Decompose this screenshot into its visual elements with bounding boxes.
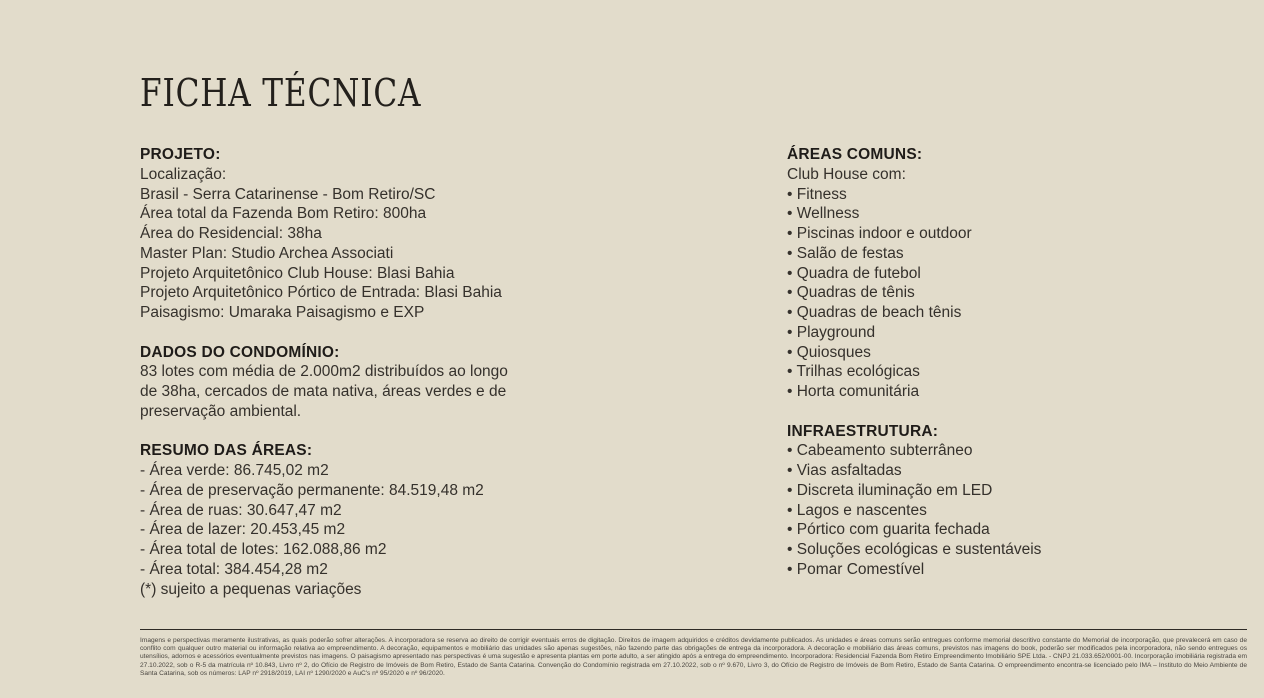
infraestrutura-item: • Discreta iluminação em LED [787, 481, 993, 499]
resumo-line: - Área de lazer: 20.453,45 m2 [140, 521, 346, 539]
infraestrutura-heading: INFRAESTRUTURA: [787, 422, 939, 440]
infraestrutura-item: • Lagos e nascentes [787, 501, 927, 519]
areas-comuns-section [787, 145, 1207, 402]
page-title: FICHA TÉCNICA [140, 71, 422, 115]
projeto-line: Localização: [140, 165, 227, 183]
resumo-line: - Área verde: 86.745,02 m2 [140, 462, 329, 479]
areas-comuns-heading: ÁREAS COMUNS: [787, 146, 923, 163]
projeto-line: Master Plan: Studio Archea Associati [140, 244, 394, 262]
condominio-line: 83 lotes com média de 2.000m2 distribuídos ao longo [140, 363, 508, 381]
condominio-line: de 38ha, cercados de mata nativa, áreas verdes e de [140, 383, 507, 400]
infraestrutura-item: • Pomar Comestível [787, 560, 925, 578]
resumo-note: (*) sujeito a pequenas variações [140, 580, 362, 598]
resumo-line: - Área de preservação permanente: 84.519,48 m2 [140, 481, 484, 499]
projeto-line: Paisagismo: Umaraka Paisagismo e EXP [140, 304, 425, 321]
projeto-line: Projeto Arquitetônico Pórtico de Entrada: Blasi Bahia [140, 284, 502, 302]
infraestrutura-item: • Vias asfaltadas [787, 462, 902, 479]
infraestrutura-item: • Cabeamento subterrâneo [787, 442, 973, 460]
projeto-section [140, 145, 580, 323]
projeto-line: Projeto Arquitetônico Club House: Blasi Bahia [140, 264, 455, 282]
areas-comuns-item: • Trilhas ecológicas [787, 363, 920, 381]
areas-comuns-item: • Quiosques [787, 343, 871, 361]
right-column [787, 145, 1207, 599]
legal-disclaimer: Imagens e perspectivas meramente ilustrativas, as quais poderão sofrer alterações. A incorporadora se reserva ao direito de corrigir eventuais erros de digitação. Direitos de imagem adquiridos e créditos devidamente publicados. As unidades e áreas comuns serão entregues conforme memorial descritivo constante do Memorial de incorporação, que prevalecerá em caso de conflito com qualquer outro material ou informação relativa ao empreendimento. A decoração, equipamentos e mobiliário das unidades são apenas sugestões, não fazendo parte das obrigações de entrega da incorporadora. A decoração e mobiliário das áreas comuns, previstos nas imagens do book, poderão ser modificados pela incorporadora, não sendo entregues os utensílios, adornos e acessórios eventualmente previstos nas imagens. O paisagismo apresentado nas perspectivas é uma sugestão e apresenta plantas em porte adulto, a ser atingido após a entrega do empreendimento. Incorporadora: Residencial Fazenda Bom Retiro Empreendimento Imobiliário SPE Ltda. - CNPJ 21.033.652/0001-00. Incorporação imobiliária registrada em 27.10.2022, sob o R-5 da matrícula nº 10.843, Livro nº 2, do Ofício de Registro de Imóveis de Bom Retiro, Estado de Santa Catarina. Convenção do Condomínio registrada em 27.10.2022, sob o nº 9.670, Livro 3, do Ofício de Registro de Imóveis de Bom Retiro, Estado de Santa Catarina. O empreendimento encontra-se licenciado pelo IMA – Instituto do Meio Ambiente de Santa Catarina, sob os números: LAP nº 2918/2019, LAI nº 1290/2020 e AuC's nº 95/2020 e nº 96/2020. [140, 637, 1247, 677]
condominio-line: preservação ambiental. [140, 402, 302, 420]
areas-comuns-item: • Quadras de tênis [787, 284, 915, 302]
infraestrutura-item: • Pórtico com guarita fechada [787, 521, 990, 539]
resumo-line: - Área de ruas: 30.647,47 m2 [140, 501, 342, 519]
areas-comuns-item: • Playground [787, 323, 876, 341]
areas-comuns-item: • Piscinas indoor e outdoor [787, 225, 972, 242]
infraestrutura-section [787, 422, 1207, 580]
resumo-section [140, 441, 580, 599]
condominio-heading: DADOS DO CONDOMÍNIO: [140, 343, 340, 361]
areas-comuns-item: • Wellness [787, 205, 860, 223]
areas-comuns-item: • Fitness [787, 185, 847, 203]
projeto-line: Brasil - Serra Catarinense - Bom Retiro/SC [140, 185, 436, 203]
resumo-line: - Área total: 384.454,28 m2 [140, 560, 328, 578]
resumo-heading: RESUMO DAS ÁREAS: [140, 442, 313, 460]
areas-comuns-item: • Salão de festas [787, 244, 904, 262]
areas-comuns-item: • Quadra de futebol [787, 264, 921, 282]
projeto-heading: PROJETO: [140, 146, 221, 163]
areas-comuns-item: • Horta comunitária [787, 383, 920, 400]
left-column [140, 145, 580, 619]
projeto-line: Área total da Fazenda Bom Retiro: 800ha [140, 205, 427, 223]
infraestrutura-item: • Soluções ecológicas e sustentáveis [787, 541, 1042, 558]
resumo-line: - Área total de lotes: 162.088,86 m2 [140, 541, 387, 558]
footer-divider [140, 629, 1247, 630]
projeto-line: Área do Residencial: 38ha [140, 225, 322, 242]
areas-comuns-line: Club House com: [787, 165, 906, 183]
areas-comuns-item: • Quadras de beach tênis [787, 304, 962, 321]
condominio-section [140, 343, 580, 422]
